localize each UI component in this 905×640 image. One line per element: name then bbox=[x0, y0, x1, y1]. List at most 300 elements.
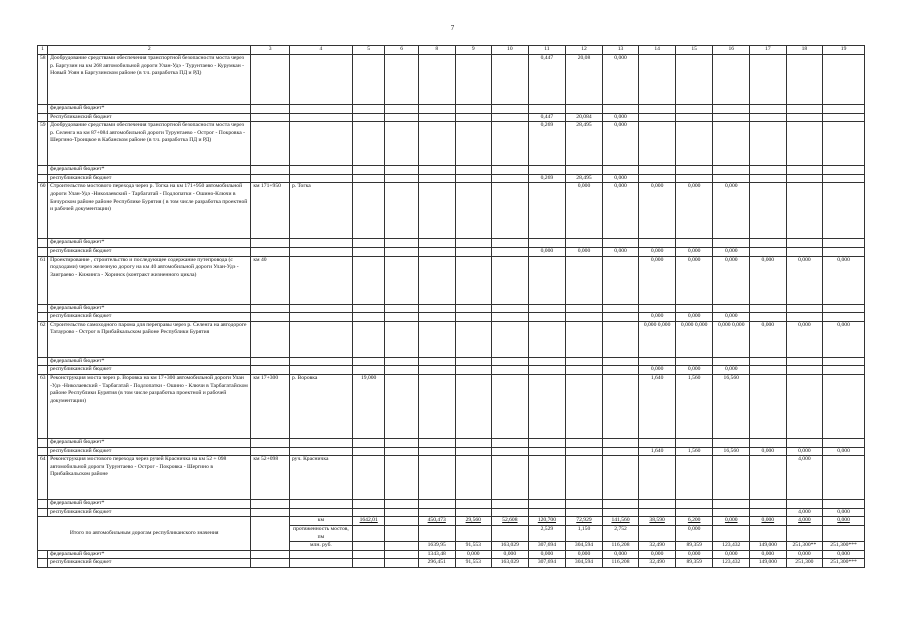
table-cell bbox=[289, 559, 352, 568]
column-number: 15 bbox=[675, 46, 713, 55]
table-cell: 0,000 bbox=[713, 366, 750, 375]
table-cell bbox=[492, 174, 529, 183]
table-cell bbox=[528, 304, 566, 313]
table-cell bbox=[675, 55, 713, 105]
table-cell: 0,000 bbox=[639, 247, 676, 256]
table-cell bbox=[289, 122, 352, 166]
table-cell bbox=[251, 122, 290, 166]
table-cell: 0,000 bbox=[713, 256, 750, 304]
table-cell bbox=[418, 247, 455, 256]
table-cell bbox=[38, 313, 48, 322]
table-cell bbox=[786, 183, 823, 239]
table-row bbox=[38, 447, 865, 456]
table-cell: 0,000 bbox=[639, 313, 676, 322]
budget-value: 304,594 bbox=[566, 559, 603, 568]
table-cell bbox=[385, 508, 419, 517]
row-description: Реконструкция мостового перехода через ручей Красничка на км 52 + 098 автомобильной дороги Турунтаево - Острог - Покровка - Шергино в Прибайкальском районе bbox=[48, 456, 251, 500]
table-row bbox=[38, 313, 865, 322]
table-cell bbox=[385, 313, 419, 322]
budget-value bbox=[352, 559, 385, 568]
budget-value: 149,000 bbox=[750, 559, 787, 568]
table-cell: 0,000 bbox=[713, 313, 750, 322]
table-cell bbox=[418, 304, 455, 313]
table-cell bbox=[639, 105, 676, 114]
totals-value bbox=[639, 525, 676, 541]
table-cell bbox=[750, 105, 787, 114]
table-row bbox=[38, 247, 865, 256]
table-cell bbox=[455, 321, 492, 357]
table-cell bbox=[251, 321, 290, 357]
column-number: 3 bbox=[251, 46, 290, 55]
table-cell bbox=[823, 239, 865, 248]
table-row bbox=[38, 321, 865, 357]
table-cell bbox=[602, 366, 639, 375]
table-cell: 0,269 bbox=[528, 174, 566, 183]
table-cell bbox=[750, 183, 787, 239]
table-cell bbox=[251, 559, 290, 568]
table-cell bbox=[639, 113, 676, 122]
totals-unit: км bbox=[289, 517, 352, 526]
table-cell bbox=[823, 438, 865, 447]
table-cell bbox=[713, 174, 750, 183]
table-cell bbox=[566, 357, 603, 366]
table-cell bbox=[750, 456, 787, 500]
table-cell bbox=[528, 105, 566, 114]
table-cell bbox=[602, 166, 639, 175]
table-cell bbox=[786, 438, 823, 447]
table-cell bbox=[639, 456, 676, 500]
budget-value bbox=[385, 559, 419, 568]
table-cell bbox=[786, 500, 823, 509]
table-cell bbox=[750, 113, 787, 122]
table-cell bbox=[750, 239, 787, 248]
table-cell bbox=[639, 122, 676, 166]
table-cell bbox=[639, 239, 676, 248]
table-cell: 0,000 bbox=[566, 247, 603, 256]
totals-value: 72,929 bbox=[566, 517, 603, 526]
header-row bbox=[38, 46, 865, 55]
table-cell bbox=[602, 438, 639, 447]
column-number: 12 bbox=[566, 46, 603, 55]
table-cell bbox=[823, 304, 865, 313]
table-cell bbox=[492, 313, 529, 322]
budget-value: 307,694 bbox=[528, 559, 566, 568]
table-cell bbox=[750, 500, 787, 509]
row-description: Республиканский бюджет bbox=[48, 113, 251, 122]
table-cell bbox=[750, 366, 787, 375]
table-cell bbox=[385, 55, 419, 105]
totals-value: 1639,95 bbox=[418, 542, 455, 551]
totals-label: Итого по автомобильным дорогам республиканского значения bbox=[38, 517, 251, 550]
table-cell bbox=[675, 105, 713, 114]
totals-value bbox=[385, 542, 419, 551]
table-cell: 1,560 bbox=[675, 447, 713, 456]
table-cell bbox=[289, 438, 352, 447]
row-description: федеральный бюджет* bbox=[48, 500, 251, 509]
row-description: Строительство самоходного парома для переправы через р. Селенга на автодороге Татаурово - Острог в Прибайкальском районе Республики Бурятия bbox=[48, 321, 251, 357]
table-cell: 0,000 bbox=[786, 256, 823, 304]
column-number: 5 bbox=[352, 46, 385, 55]
column-number: 4 bbox=[289, 46, 352, 55]
table-cell bbox=[675, 357, 713, 366]
table-row bbox=[38, 239, 865, 248]
table-cell bbox=[492, 456, 529, 500]
column-number: 14 bbox=[639, 46, 676, 55]
table-cell bbox=[566, 508, 603, 517]
table-cell bbox=[528, 166, 566, 175]
table-cell bbox=[352, 239, 385, 248]
table-cell: 0,000 0,000 bbox=[639, 321, 676, 357]
table-cell bbox=[786, 113, 823, 122]
table-cell: 61 bbox=[38, 256, 48, 304]
table-cell bbox=[251, 357, 290, 366]
budget-value: 0,000 bbox=[602, 550, 639, 559]
table-cell bbox=[251, 447, 290, 456]
table-cell bbox=[566, 447, 603, 456]
budget-value: 0,000 bbox=[639, 550, 676, 559]
table-cell bbox=[385, 447, 419, 456]
table-cell bbox=[639, 55, 676, 105]
table-cell bbox=[385, 438, 419, 447]
totals-value: 1,150 bbox=[566, 525, 603, 541]
table-cell bbox=[528, 447, 566, 456]
table-cell bbox=[492, 55, 529, 105]
table-cell bbox=[455, 500, 492, 509]
table-cell bbox=[418, 313, 455, 322]
table-cell bbox=[251, 313, 290, 322]
table-cell bbox=[251, 438, 290, 447]
table-cell bbox=[492, 304, 529, 313]
table-cell bbox=[528, 508, 566, 517]
table-cell bbox=[385, 113, 419, 122]
table-cell bbox=[385, 122, 419, 166]
table-cell bbox=[251, 239, 290, 248]
table-cell bbox=[352, 304, 385, 313]
table-cell bbox=[786, 55, 823, 105]
table-cell bbox=[289, 500, 352, 509]
budget-value: 1343,48 bbox=[418, 550, 455, 559]
table-cell bbox=[455, 304, 492, 313]
table-cell bbox=[823, 456, 865, 500]
table-cell bbox=[38, 366, 48, 375]
table-cell bbox=[418, 183, 455, 239]
table-cell: 0,000 bbox=[602, 122, 639, 166]
table-cell bbox=[675, 304, 713, 313]
budget-value: 0,000 bbox=[566, 550, 603, 559]
table-cell: км 52+098 bbox=[251, 456, 290, 500]
table-cell bbox=[251, 105, 290, 114]
table-cell bbox=[418, 357, 455, 366]
budget-value: 91,553 bbox=[455, 559, 492, 568]
totals-value: 251,300*** bbox=[823, 542, 865, 551]
table-cell bbox=[786, 166, 823, 175]
table-row bbox=[38, 113, 865, 122]
table-cell bbox=[566, 239, 603, 248]
budget-value: 0,000 bbox=[823, 550, 865, 559]
table-cell bbox=[566, 438, 603, 447]
table-cell bbox=[823, 113, 865, 122]
table-cell bbox=[251, 304, 290, 313]
table-row bbox=[38, 183, 865, 239]
table-cell bbox=[455, 239, 492, 248]
totals-value bbox=[786, 525, 823, 541]
table-cell bbox=[251, 166, 290, 175]
table-cell: 1,640 bbox=[639, 447, 676, 456]
totals-value bbox=[385, 517, 419, 526]
budget-label: федеральный бюджет* bbox=[48, 550, 251, 559]
table-cell bbox=[418, 374, 455, 438]
budget-row bbox=[38, 559, 865, 568]
totals-value: 91,553 bbox=[455, 542, 492, 551]
column-number: 1 bbox=[38, 46, 48, 55]
table-cell: 20,08 bbox=[566, 55, 603, 105]
table-cell bbox=[385, 304, 419, 313]
totals-value: 29,560 bbox=[455, 517, 492, 526]
table-cell bbox=[566, 366, 603, 375]
table-cell bbox=[289, 321, 352, 357]
table-cell bbox=[528, 313, 566, 322]
table-cell: 0,000 bbox=[602, 55, 639, 105]
table-cell bbox=[352, 313, 385, 322]
totals-value: 0,000 bbox=[675, 525, 713, 541]
table-cell bbox=[455, 174, 492, 183]
table-cell bbox=[786, 247, 823, 256]
table-cell: 0,000 bbox=[639, 183, 676, 239]
totals-value bbox=[713, 525, 750, 541]
table-cell bbox=[251, 113, 290, 122]
table-cell bbox=[602, 105, 639, 114]
table-cell bbox=[786, 366, 823, 375]
table-cell bbox=[38, 447, 48, 456]
table-cell: 0,000 bbox=[823, 508, 865, 517]
table-cell bbox=[639, 508, 676, 517]
budget-value: 296,451 bbox=[418, 559, 455, 568]
table-cell: 4,000 bbox=[786, 508, 823, 517]
row-description: Проектирование , строительство и последующее содержание путепровода (с подходами) через железную дорогу на км 40 автомобильной дороги Улан-Удэ - Заиграево - Кижинга - Хоринск (контракт жизненного цикла) bbox=[48, 256, 251, 304]
table-cell bbox=[352, 357, 385, 366]
table-row bbox=[38, 174, 865, 183]
column-number: 8 bbox=[418, 46, 455, 55]
table-cell bbox=[289, 247, 352, 256]
table-cell bbox=[823, 183, 865, 239]
totals-value bbox=[823, 525, 865, 541]
table-cell bbox=[713, 122, 750, 166]
table-row bbox=[38, 122, 865, 166]
table-cell bbox=[786, 105, 823, 114]
table-cell bbox=[492, 438, 529, 447]
table-cell bbox=[385, 366, 419, 375]
table-cell bbox=[418, 239, 455, 248]
table-cell bbox=[639, 166, 676, 175]
row-description: федеральный бюджет* bbox=[48, 357, 251, 366]
table-cell: 0,000 bbox=[602, 183, 639, 239]
table-cell bbox=[823, 122, 865, 166]
table-cell bbox=[713, 304, 750, 313]
table-cell: 0,269 bbox=[528, 122, 566, 166]
table-cell bbox=[528, 321, 566, 357]
table-cell bbox=[418, 174, 455, 183]
budget-value: 32,490 bbox=[639, 559, 676, 568]
table-cell bbox=[675, 113, 713, 122]
table-cell bbox=[455, 508, 492, 517]
table-cell bbox=[823, 105, 865, 114]
table-cell bbox=[385, 105, 419, 114]
table-cell bbox=[675, 508, 713, 517]
table-cell bbox=[602, 500, 639, 509]
column-number: 17 bbox=[750, 46, 787, 55]
table-cell bbox=[528, 456, 566, 500]
table-row bbox=[38, 438, 865, 447]
table-cell bbox=[492, 366, 529, 375]
table-cell bbox=[38, 239, 48, 248]
table-cell bbox=[418, 55, 455, 105]
totals-value: 251,300** bbox=[786, 542, 823, 551]
row-description: федеральный бюджет* bbox=[48, 105, 251, 114]
table-cell: 1,560 bbox=[675, 374, 713, 438]
table-cell bbox=[455, 183, 492, 239]
table-cell bbox=[528, 438, 566, 447]
table-cell bbox=[566, 500, 603, 509]
table-cell bbox=[289, 550, 352, 559]
budget-value: 0,000 bbox=[528, 550, 566, 559]
table-cell bbox=[750, 313, 787, 322]
table-cell: 19,000 bbox=[352, 374, 385, 438]
table-cell bbox=[492, 166, 529, 175]
table-cell bbox=[750, 122, 787, 166]
totals-value: 450,473 bbox=[418, 517, 455, 526]
column-number: 16 bbox=[713, 46, 750, 55]
table-cell bbox=[602, 456, 639, 500]
table-cell bbox=[38, 113, 48, 122]
totals-value: 307,694 bbox=[528, 542, 566, 551]
table-cell bbox=[418, 508, 455, 517]
table-cell: 60 bbox=[38, 183, 48, 239]
table-cell bbox=[786, 239, 823, 248]
table-cell bbox=[602, 357, 639, 366]
totals-value bbox=[750, 525, 787, 541]
table-cell bbox=[713, 105, 750, 114]
table-cell bbox=[786, 374, 823, 438]
row-description: федеральный бюджет* bbox=[48, 438, 251, 447]
table-cell bbox=[289, 239, 352, 248]
table-cell bbox=[352, 166, 385, 175]
table-cell bbox=[713, 113, 750, 122]
table-cell bbox=[639, 357, 676, 366]
table-cell: 0,000 bbox=[639, 256, 676, 304]
totals-value: 0,000 bbox=[750, 517, 787, 526]
row-description: Реконструкция моста через р. Воровка на км 17+300 автомобильной дороги Улан -Удэ -Николаевский - Тарбагатай - Подлопатки - Ошино - Ключи в Тарбагатайском районе Республики Бурятия (в том числе разработка проектной и рабочей документации) bbox=[48, 374, 251, 438]
table-cell bbox=[289, 166, 352, 175]
table-cell bbox=[418, 321, 455, 357]
totals-value: 4,000 bbox=[786, 517, 823, 526]
table-cell: 0,000 bbox=[639, 366, 676, 375]
table-cell: 16,560 bbox=[713, 374, 750, 438]
table-cell: 0,000 bbox=[528, 247, 566, 256]
table-cell bbox=[566, 166, 603, 175]
table-cell bbox=[639, 438, 676, 447]
table-cell: 1,640 bbox=[639, 374, 676, 438]
table-cell bbox=[38, 174, 48, 183]
table-cell bbox=[455, 122, 492, 166]
totals-value: 149,000 bbox=[750, 542, 787, 551]
table-cell bbox=[455, 374, 492, 438]
table-cell bbox=[352, 366, 385, 375]
totals-unit: млн. руб. bbox=[289, 542, 352, 551]
table-cell bbox=[352, 55, 385, 105]
table-cell: 28,495 bbox=[566, 122, 603, 166]
budget-value: 116,208 bbox=[602, 559, 639, 568]
table-cell: 0,000 bbox=[602, 247, 639, 256]
totals-value bbox=[352, 542, 385, 551]
table-cell bbox=[455, 55, 492, 105]
table-cell: 0,000 bbox=[675, 256, 713, 304]
totals-value: 0,000 bbox=[713, 517, 750, 526]
table-cell bbox=[602, 313, 639, 322]
table-cell bbox=[566, 313, 603, 322]
table-cell bbox=[750, 374, 787, 438]
table-row bbox=[38, 105, 865, 114]
row-description: федеральный бюджет* bbox=[48, 166, 251, 175]
table-cell bbox=[528, 374, 566, 438]
totals-value: 32,490 bbox=[639, 542, 676, 551]
budget-value: 0,000 bbox=[492, 550, 529, 559]
totals-value: 2,752 bbox=[602, 525, 639, 541]
table-cell bbox=[750, 166, 787, 175]
totals-value: 120,700 bbox=[528, 517, 566, 526]
investment-table bbox=[37, 45, 865, 568]
table-cell bbox=[602, 374, 639, 438]
table-cell bbox=[251, 174, 290, 183]
table-cell bbox=[251, 508, 290, 517]
totals-unit: протяженность мостов, пм bbox=[289, 525, 352, 541]
table-cell bbox=[289, 366, 352, 375]
table-cell bbox=[675, 438, 713, 447]
table-cell: 20,084 bbox=[566, 113, 603, 122]
table-cell bbox=[492, 447, 529, 456]
table-cell bbox=[602, 256, 639, 304]
table-cell: 0,000 bbox=[675, 183, 713, 239]
table-cell bbox=[492, 256, 529, 304]
table-cell bbox=[455, 247, 492, 256]
table-cell bbox=[823, 174, 865, 183]
table-row bbox=[38, 500, 865, 509]
totals-value bbox=[385, 525, 419, 541]
table-cell bbox=[352, 174, 385, 183]
table-cell bbox=[528, 183, 566, 239]
table-cell bbox=[823, 55, 865, 105]
table-cell bbox=[385, 239, 419, 248]
table-cell bbox=[289, 357, 352, 366]
table-cell bbox=[639, 304, 676, 313]
table-cell bbox=[713, 508, 750, 517]
table-cell bbox=[602, 304, 639, 313]
table-cell bbox=[251, 550, 290, 559]
totals-value: 89,359 bbox=[675, 542, 713, 551]
budget-value: 0,000 bbox=[750, 550, 787, 559]
table-cell bbox=[823, 374, 865, 438]
totals-value bbox=[418, 525, 455, 541]
table-cell: 0,000 bbox=[750, 447, 787, 456]
table-cell bbox=[418, 256, 455, 304]
column-number: 13 bbox=[602, 46, 639, 55]
table-cell: 0,000 bbox=[713, 183, 750, 239]
table-cell bbox=[352, 113, 385, 122]
table-cell bbox=[786, 122, 823, 166]
column-number: 10 bbox=[492, 46, 529, 55]
table-cell bbox=[251, 517, 290, 550]
table-cell bbox=[786, 174, 823, 183]
table-cell bbox=[385, 174, 419, 183]
